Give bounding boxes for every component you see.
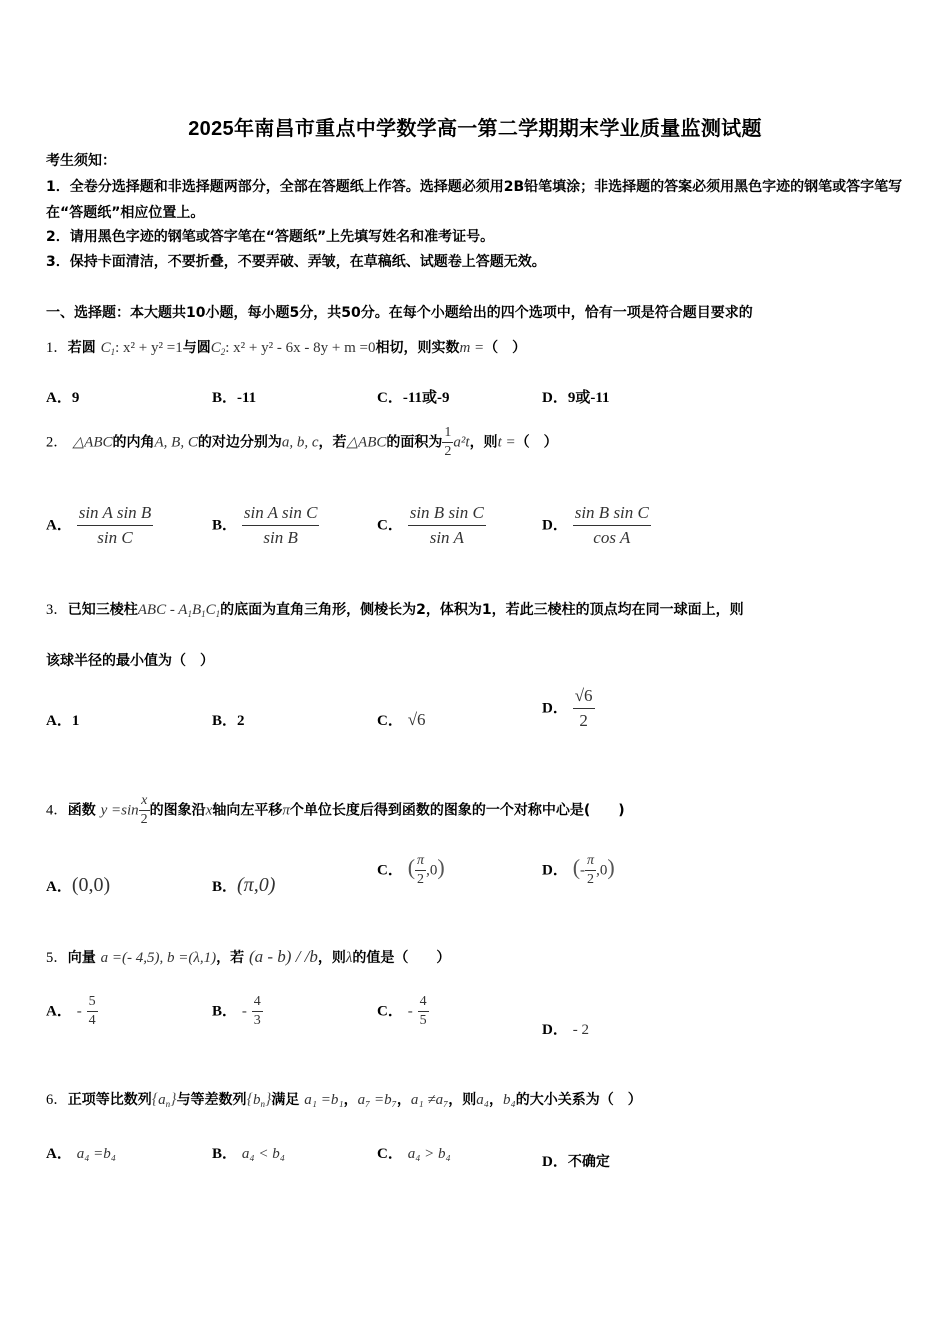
question-number: 2． xyxy=(46,434,68,451)
q6-seq-b: $\{b_n\}$ xyxy=(246,1091,272,1109)
q6-cond-2: a₇ =b₇ xyxy=(357,1092,397,1108)
q2-option-c[interactable]: C． $\frac{\text{sin B sin C}}{\text{sin A}}$ xyxy=(377,501,486,550)
q3-text-line-2: 该球半径的最小值为（ ） xyxy=(46,653,214,669)
q4-option-a[interactable]: A．(0,0) xyxy=(46,874,111,896)
q5-text-4: 的值是（ ） xyxy=(352,950,451,966)
notice-item-3: 3．保持卡面清洁，不要折叠，不要弄破、弄皱，在草稿纸、试题卷上答题无效。 xyxy=(46,254,546,270)
q1-text-2: 与圆 xyxy=(182,340,211,356)
separator: ， xyxy=(396,1092,411,1108)
q3-text-2: 的底面为直角三角形，侧棱长为2，体积为1，若此三棱柱的顶点均在同一球面上，则 xyxy=(220,602,744,618)
question-number: 6． xyxy=(46,1092,68,1108)
q6-seq-a: $\{a_n\}$ xyxy=(151,1091,177,1109)
q5-text-1: 向量 xyxy=(67,950,96,966)
q2-half-fraction: $\frac{1}{2}$ xyxy=(444,425,452,459)
q5-option-a[interactable]: A． - $\frac{5}{4}$ xyxy=(46,994,96,1028)
q2-sides: a, b, c xyxy=(281,434,319,451)
q2-area-expr: a²t xyxy=(453,434,470,451)
q2-text-6: （ ） xyxy=(515,434,558,451)
q3-option-b[interactable]: B．2 xyxy=(212,713,245,729)
q4-function: y =sin xyxy=(100,802,139,819)
notice-item-1: 1．全卷分选择题和非选择题两部分，全部在答题纸上作答。选择题必须用2B铅笔填涂；非选择题的答案必须用黑色字迹的钢笔或答字笔写在“答题纸”相应位置上。 xyxy=(46,179,903,221)
q5-text-2: ，若 xyxy=(216,950,245,966)
q2-text-4: 的面积为 xyxy=(386,434,443,451)
fraction: $\frac{4}{3}$ xyxy=(253,994,261,1028)
q6-option-b[interactable]: B． a₄ < b₄ xyxy=(212,1146,285,1162)
section-heading: 一、选择题：本大题共10小题，每小题5分，共50分。在每个小题给出的四个选项中，恰有一项是符合题目要求的 xyxy=(46,305,753,321)
separator: ， xyxy=(489,1092,504,1108)
question-number: 4． xyxy=(46,802,68,819)
q6-var-2: b₄ xyxy=(503,1092,516,1108)
fraction: $\frac{4}{5}$ xyxy=(419,994,427,1028)
q2-angles: A, B, C xyxy=(154,434,198,451)
q2-option-a[interactable]: A． $\frac{\text{sin A sin B}}{\text{sin C}}$ xyxy=(46,501,153,550)
q2-triangle: △ABC xyxy=(72,434,113,451)
q6-text-3: 满足 xyxy=(271,1092,300,1108)
q1-circle-2: $C_2$: x² + y² - 6x - 8y + m =0 xyxy=(210,340,376,357)
q4-option-d[interactable]: D． (- $\frac{\pi}{2}$ ,0) xyxy=(542,853,615,887)
question-4 xyxy=(46,792,625,829)
q1-text-3: 相切，则实数 xyxy=(375,340,460,356)
fraction: $\frac{5}{4}$ xyxy=(88,994,96,1028)
q6-text-1: 正项等比数列 xyxy=(67,1092,152,1108)
q5-option-b[interactable]: B． - $\frac{4}{3}$ xyxy=(212,994,261,1028)
question-2 xyxy=(46,424,558,461)
q6-option-a[interactable]: A． a₄ =b₄ xyxy=(46,1146,117,1162)
q6-var-1: a₄ xyxy=(476,1092,490,1108)
q5-condition: (a - b) / /b xyxy=(248,947,318,966)
q6-cond-3: a₁ ≠a₇ xyxy=(410,1092,449,1108)
fraction: $\frac{√6}{2}$ xyxy=(574,686,593,730)
notice-heading: 考生须知： xyxy=(46,153,116,169)
q3-option-d[interactable]: D． $\frac{√6}{2}$ xyxy=(542,684,595,733)
q3-option-a[interactable]: A．1 xyxy=(46,713,80,729)
q1-option-c[interactable]: C．-11或-9 xyxy=(377,390,450,406)
q3-option-c[interactable]: C． √6 xyxy=(377,710,426,729)
fraction: $\frac{\text{sin A sin B}}{\text{sin C}}$ xyxy=(78,503,152,547)
q4-text-2: 的图象沿 xyxy=(149,802,206,819)
separator: ， xyxy=(343,1092,358,1108)
q1-option-b[interactable]: B．-11 xyxy=(212,390,257,406)
q6-option-c[interactable]: C． a₄ > b₄ xyxy=(377,1146,451,1162)
question-number: 5． xyxy=(46,950,68,966)
q4-fraction: $\frac{x}{2}$ xyxy=(140,793,148,827)
q2-variable: t = xyxy=(497,434,516,451)
q1-variable: m = xyxy=(459,340,485,356)
q1-circle-1: $C_1$: x² + y² =1 xyxy=(100,340,183,357)
fraction: $\frac{\text{sin B sin C}}{\text{sin A}}$ xyxy=(409,503,484,547)
q3-prism: ABC - $A_1B_1C_1$ xyxy=(137,602,221,619)
q4-text-3: 轴向左平移 xyxy=(212,802,283,819)
q5-option-c[interactable]: C． - $\frac{4}{5}$ xyxy=(377,994,427,1028)
q1-option-a[interactable]: A．9 xyxy=(46,390,80,406)
q5-text-3: ，则 xyxy=(317,950,346,966)
fraction: $\frac{\text{sin B sin C}}{\text{cos A}}$ xyxy=(574,503,649,547)
q2-triangle-2: △ABC xyxy=(346,434,387,451)
q2-text-3: ，若 xyxy=(318,434,347,451)
fraction: $\frac{\pi}{2}$ xyxy=(417,853,425,887)
question-number: 1． xyxy=(46,340,68,356)
question-5 xyxy=(46,946,450,967)
q1-text-4: （ ） xyxy=(484,340,527,356)
q6-text-4: ，则 xyxy=(448,1092,477,1108)
q4-option-c[interactable]: C． ( $\frac{\pi}{2}$ ,0) xyxy=(377,853,445,887)
q6-cond-1: a₁ =b₁ xyxy=(304,1092,344,1108)
q4-axis: x xyxy=(205,802,213,819)
question-1 xyxy=(46,336,526,357)
q4-pi: π xyxy=(282,802,290,819)
q2-text-5: ，则 xyxy=(469,434,498,451)
q1-text-1: 若圆 xyxy=(67,340,96,356)
q1-option-d[interactable]: D．9或-11 xyxy=(542,390,610,406)
fraction: $\frac{\text{sin A sin C}}{\text{sin B}}$ xyxy=(243,503,318,547)
q4-text-1: 函数 xyxy=(67,802,96,819)
q6-text-2: 与等差数列 xyxy=(176,1092,247,1108)
fraction: $\frac{\pi}{2}$ xyxy=(587,853,595,887)
q2-option-d[interactable]: D． $\frac{\text{sin B sin C}}{\text{cos A}}$ xyxy=(542,501,651,550)
q2-text-2: 的对边分别为 xyxy=(197,434,282,451)
q3-text-1: 已知三棱柱 xyxy=(67,602,138,618)
question-3 xyxy=(46,598,744,619)
q5-option-d[interactable]: D． - 2 xyxy=(542,1022,589,1038)
notice-item-2: 2．请用黑色字迹的钢笔或答字笔在“答题纸”上先填写姓名和准考证号。 xyxy=(46,229,495,245)
q2-text-1: 的内角 xyxy=(112,434,155,451)
q5-vectors: a =(- 4,5), b =(λ,1) xyxy=(100,950,217,966)
q4-option-b[interactable]: B．(π,0) xyxy=(212,874,276,896)
q6-option-d[interactable]: D．不确定 xyxy=(542,1154,610,1170)
question-number: 3． xyxy=(46,602,68,618)
q6-text-5: 的大小关系为（ ） xyxy=(515,1092,642,1108)
q4-text-4: 个单位长度后得到函数的图象的一个对称中心是( ) xyxy=(289,802,625,819)
q2-option-b[interactable]: B． $\frac{\text{sin A sin C}}{\text{sin B}}$ xyxy=(212,501,319,550)
q5-lambda: λ xyxy=(345,950,353,966)
question-6 xyxy=(46,1088,642,1109)
page-title: 2025年南昌市重点中学数学高一第二学期期末学业质量监测试题 xyxy=(188,118,762,140)
